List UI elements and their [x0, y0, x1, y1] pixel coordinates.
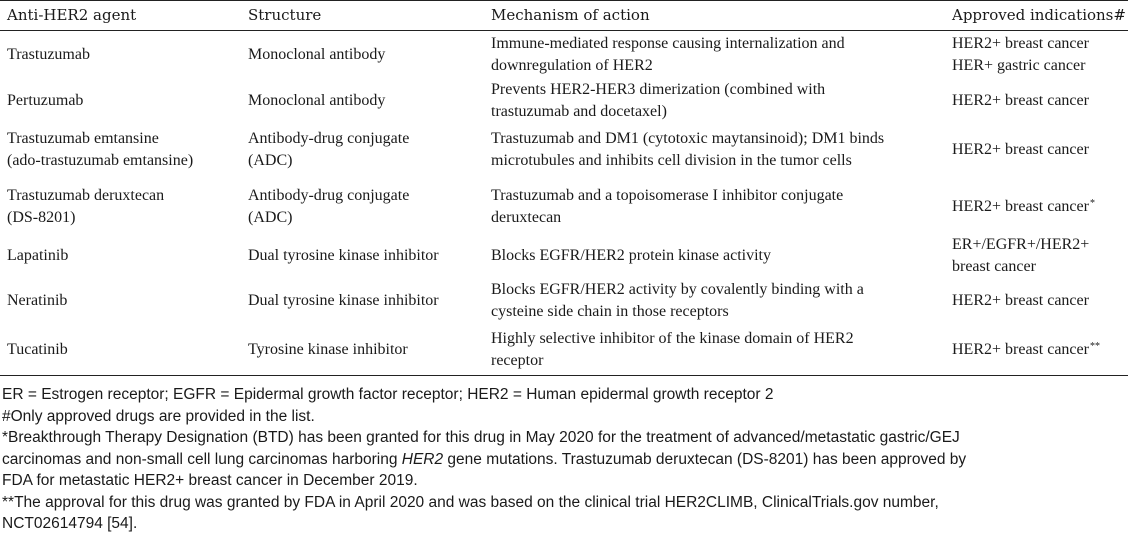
cell-line: ER+/EGFR+/HER2+	[952, 236, 1090, 253]
indications-cell	[952, 90, 1089, 112]
header-structure: Structure	[248, 6, 322, 24]
header-mechanism: Mechanism of action	[491, 6, 650, 24]
mechanism-cell	[491, 328, 854, 372]
indications-cell	[952, 139, 1089, 161]
structure-cell	[248, 339, 408, 361]
table-row	[0, 31, 1128, 79]
agent-cell	[7, 185, 164, 229]
footnote-abbreviations: ER = Estrogen receptor; EGFR = Epidermal growth factor receptor; HER2 = Human epidermal growth receptor 2	[2, 386, 774, 403]
footnote-text: carcinomas and non-small cell lung carcinomas harboring	[2, 450, 402, 468]
cell-line: cysteine side chain in those receptors	[491, 303, 729, 320]
cell-line: (DS-8201)	[7, 209, 76, 226]
cell-line: Antibody-drug conjugate	[248, 187, 410, 204]
cell-line: Immune-mediated response causing internalization and	[491, 35, 845, 52]
footnote-single-star-line2	[2, 449, 1122, 471]
mechanism-cell	[491, 245, 771, 267]
cell-line: Prevents HER2-HER3 dimerization (combined with	[491, 81, 826, 98]
cell-line: Tucatinib	[7, 341, 68, 358]
cell-line: HER2+ breast cancer	[952, 341, 1089, 358]
cell-line: microtubules and inhibits cell division in the tumor cells	[491, 152, 852, 169]
table-row	[0, 79, 1128, 122]
table-row	[0, 325, 1128, 375]
indications-cell	[952, 196, 1095, 218]
cell-line: Pertuzumab	[7, 92, 84, 109]
footnote-single-star-line1: *Breakthrough Therapy Designation (BTD) has been granted for this drug in May 2020 for the treatment of advanced/metastatic gastric/GEJ	[2, 429, 960, 446]
cell-line: (ado-trastuzumab emtansine)	[7, 152, 194, 169]
footnote-text: gene mutations. Trastuzumab deruxtecan (DS-8201) has been approved by	[443, 450, 967, 468]
structure-cell	[248, 90, 385, 112]
footnote-double-star-line1: **The approval for this drug was granted by FDA in April 2020 and was based on the clinical trial HER2CLIMB, ClinicalTrials.gov number,	[2, 493, 939, 511]
cell-line: Trastuzumab emtansine	[7, 130, 159, 147]
mechanism-cell	[491, 279, 864, 323]
agent-cell	[7, 339, 68, 361]
cell-line: HER2+ breast cancer	[952, 35, 1089, 52]
mechanism-cell	[491, 33, 845, 77]
cell-line: Monoclonal antibody	[248, 46, 386, 63]
cell-line: Blocks EGFR/HER2 activity by covalently binding with a	[491, 281, 864, 298]
indications-cell	[952, 234, 1089, 278]
structure-cell	[248, 245, 439, 267]
footnote-approved-only: #Only approved drugs are provided in the list.	[2, 407, 315, 425]
cell-line: trastuzumab and docetaxel)	[491, 103, 667, 120]
agent-cell	[7, 290, 67, 312]
indications-cell	[952, 339, 1100, 361]
cell-line: Dual tyrosine kinase inhibitor	[248, 247, 439, 264]
footnote-double-star-line2: NCT02614794 [54].	[2, 515, 138, 532]
table-row	[0, 235, 1128, 276]
cell-line: breast cancer	[952, 258, 1036, 275]
cell-line: HER2+ breast cancer	[952, 292, 1089, 309]
cell-line: downregulation of HER2	[491, 57, 653, 74]
table-footnotes	[2, 384, 1122, 535]
cell-line: deruxtecan	[491, 209, 562, 226]
cell-line: Lapatinib	[7, 247, 69, 264]
cell-line: Trastuzumab and DM1 (cytotoxic maytansinoid); DM1 binds	[491, 130, 885, 147]
mechanism-cell	[491, 79, 825, 123]
structure-cell	[248, 128, 409, 172]
cell-line: Trastuzumab and a topoisomerase I inhibitor conjugate	[491, 187, 844, 204]
cell-line: Tyrosine kinase inhibitor	[248, 341, 408, 358]
cell-line: receptor	[491, 352, 544, 369]
cell-line: Trastuzumab	[7, 46, 90, 63]
header-indications: Approved indications#	[952, 6, 1126, 24]
cell-line: Antibody-drug conjugate	[248, 130, 410, 147]
structure-cell	[248, 185, 409, 229]
table-bottom-rule	[0, 375, 1128, 376]
cell-line: Blocks EGFR/HER2 protein kinase activity	[491, 247, 771, 264]
table-row	[0, 178, 1128, 235]
agent-cell	[7, 245, 68, 267]
cell-line: HER2+ breast cancer	[952, 141, 1089, 158]
cell-line: Trastuzumab deruxtecan	[7, 187, 165, 204]
footnote-mark: **	[1089, 341, 1100, 352]
footnote-mark: *	[1089, 198, 1095, 209]
cell-line: HER2+ breast cancer	[952, 198, 1089, 215]
cell-line: Monoclonal antibody	[248, 92, 386, 109]
indications-cell	[952, 33, 1089, 77]
cell-line: Dual tyrosine kinase inhibitor	[248, 292, 439, 309]
cell-line: Highly selective inhibitor of the kinase domain of HER2	[491, 330, 854, 347]
structure-cell	[248, 290, 439, 312]
cell-line: HER2+ breast cancer	[952, 92, 1089, 109]
indications-cell	[952, 290, 1089, 312]
agent-cell	[7, 128, 193, 172]
agent-cell	[7, 90, 83, 112]
cell-line: HER+ gastric cancer	[952, 57, 1086, 74]
cell-line: (ADC)	[248, 152, 293, 169]
cell-line: Neratinib	[7, 292, 68, 309]
mechanism-cell	[491, 185, 843, 229]
structure-cell	[248, 44, 385, 66]
footnote-gene-italic: HER2	[401, 450, 444, 468]
mechanism-cell	[491, 128, 884, 172]
footnote-single-star-line3: FDA for metastatic HER2+ breast cancer in December 2019.	[2, 472, 418, 489]
cell-line: (ADC)	[248, 209, 293, 226]
header-agent: Anti-HER2 agent	[7, 6, 137, 24]
agent-cell	[7, 44, 90, 66]
table-row	[0, 122, 1128, 178]
table-row	[0, 276, 1128, 325]
